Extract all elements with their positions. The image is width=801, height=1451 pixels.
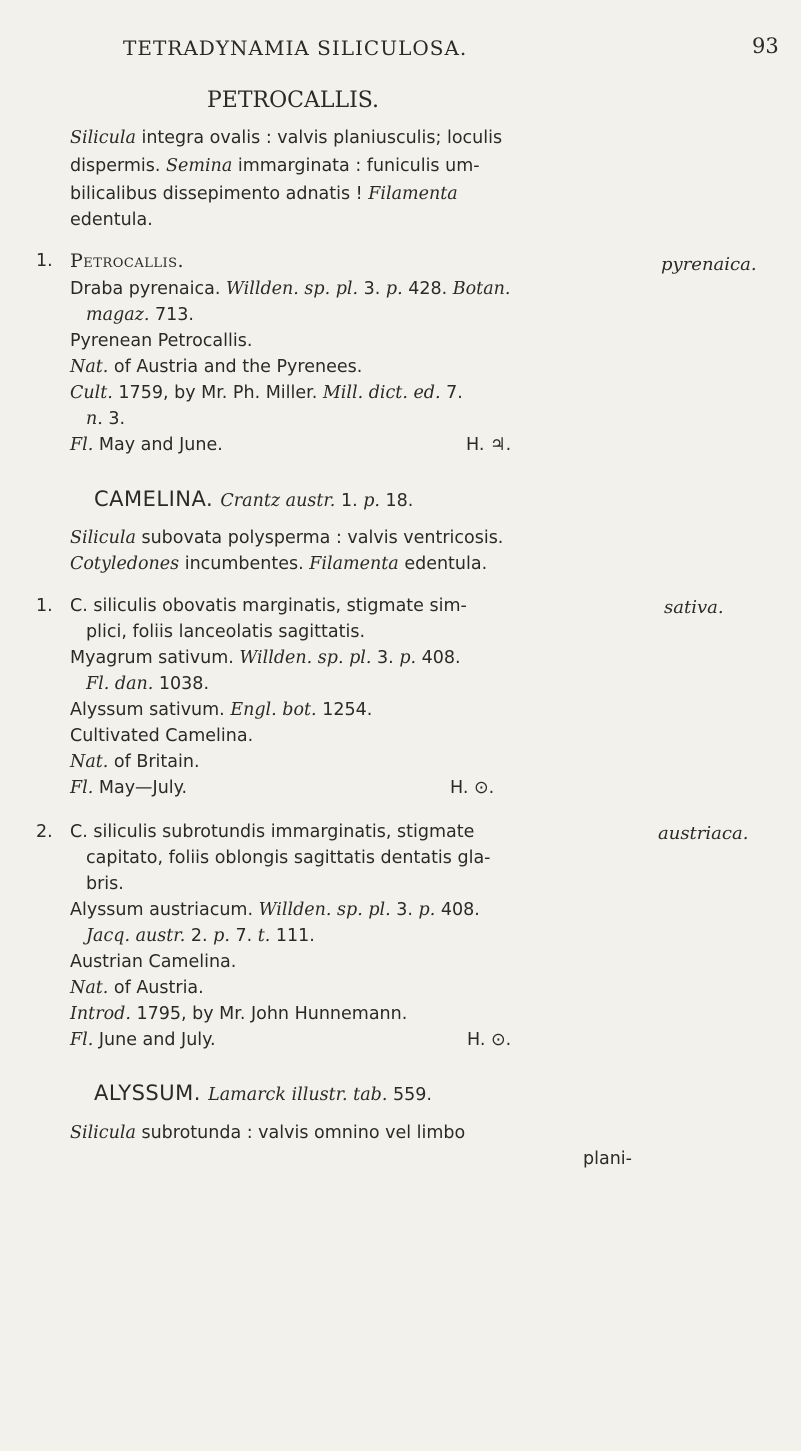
english-name: Austrian Camelina. [70,952,237,972]
diagnosis-line-cont: capitato, foliis oblongis sagittatis dentatis gla- [86,848,491,868]
page-number: 93 [752,34,779,58]
habit-symbol: H. ⊙. [467,1030,512,1050]
native-line: Nat. of Austria and the Pyrenees. [70,357,363,377]
species-name: Petrocallis. [70,250,185,272]
habit-symbol: H. ♃. [466,435,512,455]
reference-line: Fl. dan. 1038. [86,674,210,694]
species-number: 1. [36,596,53,616]
synonym-line: Draba pyrenaica. Willden. sp. pl. 3. p. 428. Botan. [70,279,511,299]
species-number: 2. [36,822,53,842]
camelina-desc-line-2: Cotyledones incumbentes. Filamenta edentula. [70,554,488,574]
trivial-name-austriaca: austriaca. [658,823,749,844]
petrocallis-desc-line-4: edentula. [70,210,153,230]
running-title: TETRADYNAMIA SILICULOSA. [123,36,468,60]
synonym-line: Alyssum austriacum. Willden. sp. pl. 3. p. 408. [70,900,480,920]
flowering-line: Fl. May and June. [70,435,223,455]
introduction-line: Introd. 1795, by Mr. John Hunnemann. [70,1004,408,1024]
alyssum-desc-line-1: Silicula subrotunda : valvis omnino vel limbo [70,1123,466,1143]
diagnosis-line-cont: bris. [86,874,124,894]
native-line: Nat. of Austria. [70,978,204,998]
synonym-line: Alyssum sativum. Engl. bot. 1254. [70,700,373,720]
diagnosis-line: C. siliculis obovatis marginatis, stigmate sim- [70,596,467,616]
diagnosis-line-cont: plici, foliis lanceolatis sagittatis. [86,622,366,642]
camelina-desc-line-1: Silicula subovata polysperma : valvis ventricosis. [70,528,504,548]
cultivation-line-cont: n. 3. [86,409,126,429]
synonym-line-cont: magaz. 713. [86,305,194,325]
cultivation-line: Cult. 1759, by Mr. Ph. Miller. Mill. dict. ed. 7. [70,383,463,403]
petrocallis-desc-line-3: bilicalibus dissepimento adnatis ! Filamenta [70,184,458,204]
trivial-name-sativa: sativa. [664,597,724,618]
petrocallis-desc-line-1: Silicula integra ovalis : valvis planiusculis; loculis [70,128,503,148]
species-number: 1. [36,251,53,271]
petrocallis-desc-line-2: dispermis. Semina immarginata : funiculis um- [70,156,480,176]
genus-title-camelina: CAMELINA. Crantz austr. 1. p. 18. [94,487,414,511]
native-line: Nat. of Britain. [70,752,200,772]
diagnosis-line: C. siliculis subrotundis immarginatis, stigmate [70,822,475,842]
flowering-line: Fl. June and July. [70,1030,216,1050]
genus-title-alyssum: ALYSSUM. Lamarck illustr. tab. 559. [94,1081,432,1105]
english-name: Cultivated Camelina. [70,726,254,746]
alyssum-desc-line-2: plani- [583,1149,632,1169]
english-name: Pyrenean Petrocallis. [70,331,253,351]
reference-line: Jacq. austr. 2. p. 7. t. 111. [86,926,315,946]
flowering-line: Fl. May—July. [70,778,188,798]
genus-title-petrocallis: PETROCALLIS. [207,88,380,113]
synonym-line: Myagrum sativum. Willden. sp. pl. 3. p. 408. [70,648,461,668]
trivial-name-pyrenaica: pyrenaica. [661,254,757,275]
habit-symbol: H. ⊙. [450,778,495,798]
